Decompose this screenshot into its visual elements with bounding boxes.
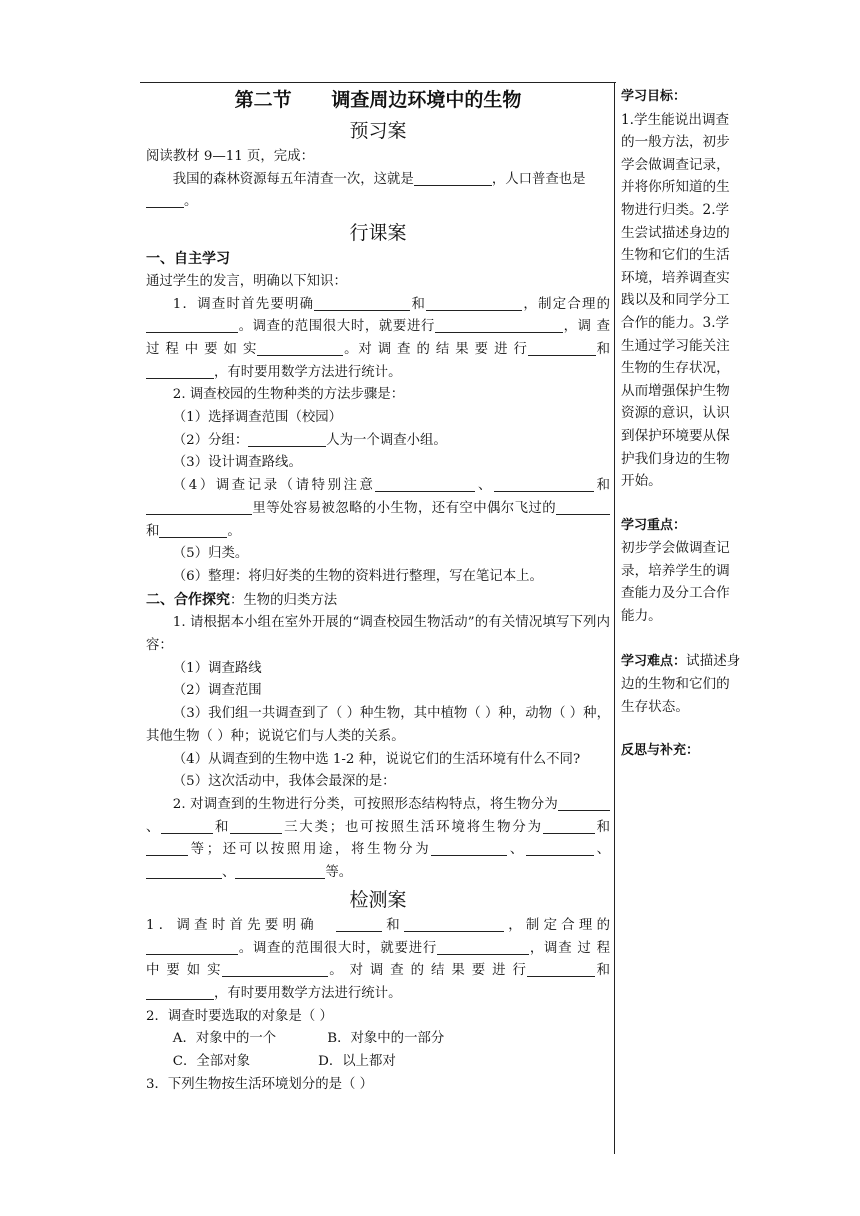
- blank[interactable]: [526, 841, 594, 856]
- goals-text: 1.学生能说出调查的一般方法，初步学会做调查记录，并将你所知道的生物进行归类。2.学生尝试描述身边的生物和它们的生活环境，培养调查实践以及和同学分工合作的能力。3.学生通过学习能关注生物的生存状况，从而增强保护生物资源的意识，认识到保护环境要从保护我们身边的生物开始。: [621, 111, 730, 490]
- preview-text-1: 我国的森林资源每五年清查一次，这就是: [172, 171, 414, 187]
- test-q1: [146, 915, 610, 1006]
- spacer: [621, 493, 741, 515]
- text: ，调 查 过 程 中 要 如 实: [146, 319, 610, 357]
- text: ，有时要用数学方法进行统计。: [214, 364, 402, 380]
- blank[interactable]: [146, 364, 214, 379]
- blank[interactable]: [257, 341, 343, 356]
- blank[interactable]: [230, 819, 282, 834]
- section-test-heading: 检测案: [349, 888, 407, 911]
- reflect-title: 反思与补充：: [621, 743, 700, 759]
- spacer: [621, 718, 741, 740]
- step-1: （1）选择调查范围（校园）: [172, 410, 343, 426]
- text: 。调查的范围很大时，就要进行: [238, 319, 436, 335]
- test-q2-options-ab: A．对象中的一个 B．对象中的一部分: [172, 1031, 445, 1047]
- text: 、: [222, 865, 236, 881]
- blank[interactable]: [235, 864, 325, 879]
- focus-text: 初步学会做调查记录，培养学生的调查能力及分工合作能力。: [621, 540, 730, 625]
- text: 三大类；也可按照生活环境将生物分为: [282, 819, 543, 835]
- text: 和: [595, 963, 610, 979]
- page-title: 第二节 调查周边环境中的生物: [234, 89, 522, 111]
- text: 。对 调 查 的 结 果 要 进 行: [343, 341, 528, 357]
- blank[interactable]: [404, 917, 504, 932]
- blank[interactable]: [558, 796, 610, 811]
- text: 里等处容易被忽略的小生物，还有空中偶尔飞过的: [252, 500, 556, 516]
- focus-title: 学习重点：: [621, 517, 687, 533]
- text: 1．调查时首先要明确: [172, 296, 315, 312]
- blank[interactable]: [222, 962, 328, 977]
- blank[interactable]: [146, 864, 222, 879]
- preview-question: [146, 169, 610, 214]
- section-preview-heading: 预习案: [349, 120, 407, 142]
- text: 和: [595, 341, 610, 357]
- difficulty-text: 试描述身边的生物和它们的生存状态。: [621, 652, 741, 715]
- coop-heading-line: [146, 589, 610, 613]
- coop-item-4: （4）从调查到的生物中选 1-2 种，说说它们的生活环境有什么不同?: [172, 751, 581, 767]
- text: 人为一个调查小组。: [326, 432, 447, 448]
- text: ，有时要用数学方法进行统计。: [214, 985, 402, 1001]
- step-4: [146, 475, 610, 543]
- blank[interactable]: [146, 193, 184, 208]
- blank[interactable]: [556, 500, 610, 515]
- top-rule: [140, 82, 616, 83]
- test-q2: 2．调查时要选取的对象是（ ）: [146, 1008, 333, 1024]
- coop-item-1: （1）调查路线: [172, 660, 262, 676]
- step-3: （3）设计调查路线。: [172, 455, 302, 471]
- blank[interactable]: [146, 318, 238, 333]
- text: 。调查的范围很大时，就要进行: [238, 940, 438, 956]
- text: ，制定合理的: [522, 296, 611, 312]
- text: （2）分组：: [172, 432, 249, 448]
- blank[interactable]: [146, 985, 214, 1000]
- coop-item-3: （3）我们组一共调查到了（ ）种生物，其中植物（ ）种，动物（ ）种，其他生物（ ）种；说说它们与人类的关系。: [146, 706, 610, 744]
- step-5: （5）归类。: [172, 546, 249, 562]
- coop-q2: [146, 794, 610, 885]
- text: 和: [213, 819, 231, 835]
- coop-topic: ：生物的归类方法: [230, 592, 338, 608]
- test-q3: 3．下列生物按生活环境划分的是（ ）: [146, 1076, 374, 1092]
- text: （4）调查记录（请特别注意: [172, 478, 376, 494]
- text: 1．调查时首先要明确: [146, 917, 318, 933]
- text: 等；还可以按照用途，将生物分为: [188, 842, 432, 858]
- sidebar-column: [621, 86, 741, 763]
- self-study-heading: 一、自主学习: [146, 251, 230, 268]
- goals-title: 学习目标：: [621, 89, 687, 104]
- test-q2-options-cd: C．全部对象 D．以上都对: [172, 1054, 396, 1070]
- blank[interactable]: [161, 819, 213, 834]
- spacer: [621, 628, 741, 650]
- preview-instruction: 阅读教材 9—11 页，完成：: [146, 149, 314, 164]
- text: 和: [146, 523, 160, 539]
- blank[interactable]: [146, 841, 188, 856]
- text: 、: [475, 478, 495, 494]
- blank[interactable]: [528, 341, 596, 356]
- text: 和: [594, 819, 611, 835]
- blank[interactable]: [414, 171, 492, 186]
- section-lesson-heading: 行课案: [349, 222, 407, 245]
- text: 等。: [325, 865, 353, 881]
- coop-heading: 二、合作探究: [146, 591, 230, 608]
- blank[interactable]: [431, 841, 507, 856]
- self-study-intro: 通过学生的发言，明确以下知识：: [146, 273, 347, 289]
- preview-text-2: ，人口普查也是: [491, 171, 586, 187]
- column-divider: [614, 82, 615, 1154]
- text: 和: [410, 296, 427, 312]
- blank[interactable]: [375, 477, 475, 492]
- text: 2. 对调查到的生物进行分类，可按照形态结构特点，将生物分为: [172, 796, 558, 812]
- blank[interactable]: [159, 523, 227, 538]
- preview-text-3: 。: [184, 194, 198, 210]
- blank[interactable]: [426, 296, 522, 311]
- step-2: [146, 430, 610, 453]
- blank[interactable]: [248, 432, 326, 447]
- text: 。: [227, 523, 241, 539]
- blank[interactable]: [146, 940, 238, 955]
- blank[interactable]: [314, 296, 410, 311]
- text: 。 对 调 查 的 结 果 要 进 行: [327, 963, 528, 979]
- blank[interactable]: [543, 819, 595, 834]
- text: 、: [146, 819, 162, 835]
- text: 和: [381, 917, 404, 933]
- step-6: （6）整理：将归好类的生物的资料进行整理，写在笔记本上。: [172, 568, 543, 584]
- coop-item-5: （5）这次活动中，我体会最深的是：: [172, 774, 396, 790]
- blank[interactable]: [146, 500, 252, 515]
- difficulty-block: [621, 650, 741, 719]
- blank[interactable]: [494, 477, 594, 492]
- blank[interactable]: [435, 318, 563, 333]
- text: 和: [594, 478, 610, 494]
- difficulty-title: 学习难点：: [621, 653, 687, 669]
- self-study-q2: 2. 调查校园的生物种类的方法步骤是：: [172, 387, 405, 403]
- blank[interactable]: [336, 917, 382, 932]
- blank[interactable]: [527, 962, 595, 977]
- text: 、: [593, 842, 611, 858]
- text: 、: [507, 842, 526, 858]
- main-column: [146, 86, 610, 1096]
- self-study-q1: [146, 294, 610, 385]
- coop-q1: 1. 请根据本小组在室外开展的“调查校园生物活动”的有关情况填写下列内容：: [146, 615, 610, 654]
- coop-item-2: （2）调查范围: [172, 683, 262, 699]
- text: ，制定合理的: [503, 917, 611, 933]
- blank[interactable]: [437, 940, 529, 955]
- text: ，调查 过 程 中 要 如 实: [146, 940, 611, 979]
